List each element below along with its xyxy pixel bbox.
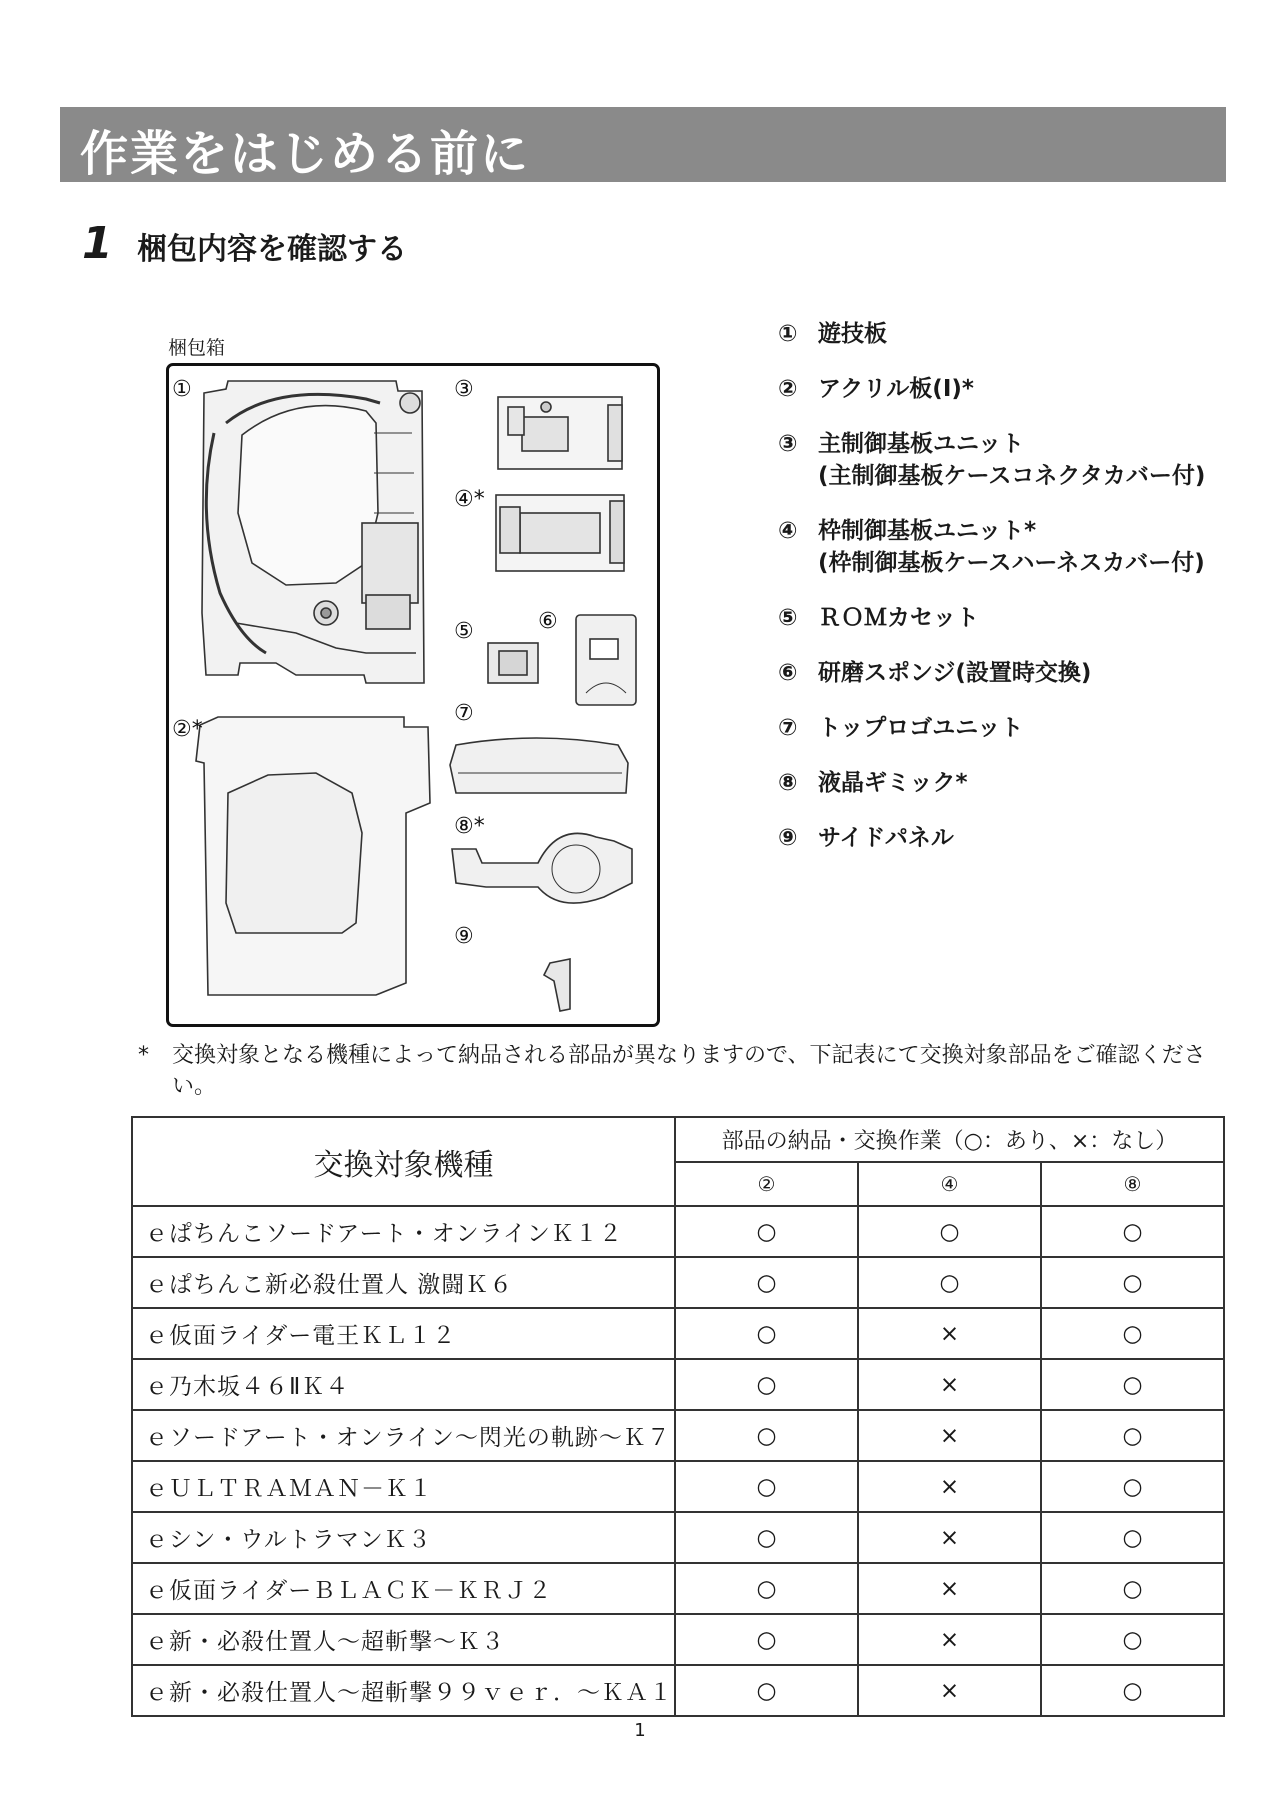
mark-part-8: ○ bbox=[1041, 1308, 1224, 1359]
mark-part-2: ○ bbox=[675, 1257, 858, 1308]
table-row bbox=[132, 1614, 1224, 1665]
playfield-board-drawing bbox=[202, 381, 424, 683]
part-number: ⑦ bbox=[778, 715, 798, 741]
mark-part-8: ○ bbox=[1041, 1614, 1224, 1665]
mark-part-8: ○ bbox=[1041, 1461, 1224, 1512]
package-box-label: 梱包箱 bbox=[168, 337, 226, 359]
mark-part-4: × bbox=[858, 1512, 1041, 1563]
mark-part-8: ○ bbox=[1041, 1665, 1224, 1716]
mark-part-8: ○ bbox=[1041, 1410, 1224, 1461]
table-row bbox=[132, 1206, 1224, 1257]
part-item bbox=[778, 602, 1205, 634]
table-row bbox=[132, 1410, 1224, 1461]
marker-1: ① bbox=[172, 377, 192, 402]
replacement-note bbox=[138, 1040, 1242, 1102]
mark-part-8: ○ bbox=[1041, 1257, 1224, 1308]
header-parts: 部品の納品・交換作業（○：あり、×：なし） bbox=[675, 1117, 1224, 1162]
mark-part-2: ○ bbox=[675, 1308, 858, 1359]
part-number: ① bbox=[778, 321, 798, 347]
note-text: 交換対象となる機種によって納品される部品が異なりますので、下記表にて交換対象部品をご確認ください。 bbox=[172, 1043, 1206, 1099]
replacement-model-table bbox=[131, 1116, 1225, 1717]
part-label: 遊技板 bbox=[818, 321, 887, 347]
table-row bbox=[132, 1512, 1224, 1563]
part-item bbox=[778, 657, 1205, 689]
model-name: ｅＵＬＴＲＡＭＡＮ－Ｋ１ bbox=[132, 1461, 675, 1512]
header-model: 交換対象機種 bbox=[132, 1117, 675, 1206]
table-row bbox=[132, 1461, 1224, 1512]
marker-3: ③ bbox=[454, 377, 474, 402]
section-banner bbox=[60, 107, 1226, 182]
table-row bbox=[132, 1563, 1224, 1614]
part-number: ⑧ bbox=[778, 770, 798, 796]
mark-part-2: ○ bbox=[675, 1614, 858, 1665]
part-item bbox=[778, 373, 1205, 405]
mark-part-4: × bbox=[858, 1665, 1041, 1716]
marker-5: ⑤ bbox=[454, 619, 474, 644]
part-number: ⑨ bbox=[778, 825, 798, 851]
mark-part-4: × bbox=[858, 1614, 1041, 1665]
column-part-2: ② bbox=[675, 1162, 858, 1206]
main-control-board-drawing bbox=[498, 397, 622, 469]
mark-part-8: ○ bbox=[1041, 1512, 1224, 1563]
marker-4: ④* bbox=[454, 487, 485, 512]
mark-part-2: ○ bbox=[675, 1410, 858, 1461]
model-name: ｅ仮面ライダーＢＬＡＣＫ－ＫＲＪ２ bbox=[132, 1563, 675, 1614]
part-item bbox=[778, 515, 1205, 579]
step-number: 1 bbox=[82, 218, 113, 269]
mark-part-2: ○ bbox=[675, 1512, 858, 1563]
mark-part-2: ○ bbox=[675, 1359, 858, 1410]
table-row bbox=[132, 1257, 1224, 1308]
column-part-4: ④ bbox=[858, 1162, 1041, 1206]
model-name: ｅ新・必殺仕置人～超斬撃～Ｋ３ bbox=[132, 1614, 675, 1665]
part-item bbox=[778, 712, 1205, 744]
acrylic-plate-drawing bbox=[196, 717, 430, 995]
part-item bbox=[778, 318, 1205, 350]
marker-7: ⑦ bbox=[454, 701, 474, 726]
mark-part-4: × bbox=[858, 1410, 1041, 1461]
model-name: ｅ新・必殺仕置人～超斬撃９９ｖｅｒ．～ＫＡ１ bbox=[132, 1665, 675, 1716]
part-label: アクリル板(I)* bbox=[818, 376, 974, 402]
part-sublabel: (主制御基板ケースコネクタカバー付) bbox=[818, 463, 1206, 489]
part-label: ＲＯＭカセット bbox=[818, 605, 979, 631]
mark-part-8: ○ bbox=[1041, 1359, 1224, 1410]
note-asterisk: * bbox=[138, 1043, 149, 1068]
section-title: 作業をはじめる前に bbox=[80, 126, 531, 182]
frame-control-board-drawing bbox=[496, 495, 624, 571]
rom-cassette-drawing bbox=[488, 643, 538, 683]
table-row bbox=[132, 1308, 1224, 1359]
mark-part-2: ○ bbox=[675, 1563, 858, 1614]
model-name: ｅ仮面ライダー電王ＫＬ１２ bbox=[132, 1308, 675, 1359]
mark-part-4: ○ bbox=[858, 1206, 1041, 1257]
step-title: 梱包内容を確認する bbox=[137, 232, 407, 267]
package-contents-illustration bbox=[166, 363, 656, 1023]
part-sublabel: (枠制御基板ケースハーネスカバー付) bbox=[818, 550, 1205, 576]
part-label: サイドパネル bbox=[818, 825, 954, 851]
model-name: ｅシン・ウルトラマンＫ３ bbox=[132, 1512, 675, 1563]
mark-part-4: × bbox=[858, 1563, 1041, 1614]
side-panel-drawing bbox=[544, 959, 570, 1011]
mark-part-4: ○ bbox=[858, 1257, 1041, 1308]
top-logo-unit-drawing bbox=[450, 738, 628, 793]
model-name: ｅぱちんこ新必殺仕置人 激闘Ｋ６ bbox=[132, 1257, 675, 1308]
part-item bbox=[778, 822, 1205, 854]
table-row bbox=[132, 1665, 1224, 1716]
lcd-gimmick-drawing bbox=[452, 833, 632, 903]
model-name: ｅソードアート・オンライン～閃光の軌跡～Ｋ７ bbox=[132, 1410, 675, 1461]
mark-part-8: ○ bbox=[1041, 1563, 1224, 1614]
column-part-8: ⑧ bbox=[1041, 1162, 1224, 1206]
mark-part-2: ○ bbox=[675, 1206, 858, 1257]
marker-8: ⑧* bbox=[454, 814, 485, 839]
marker-2: ②* bbox=[172, 717, 203, 742]
mark-part-4: × bbox=[858, 1308, 1041, 1359]
part-label: トップロゴユニット bbox=[818, 715, 1024, 741]
mark-part-2: ○ bbox=[675, 1665, 858, 1716]
mark-part-4: × bbox=[858, 1359, 1041, 1410]
parts-list bbox=[778, 318, 1205, 854]
table-row bbox=[132, 1359, 1224, 1410]
page-number: 1 bbox=[634, 1720, 646, 1741]
mark-part-2: ○ bbox=[675, 1461, 858, 1512]
polishing-sponge-drawing bbox=[576, 615, 636, 705]
part-label: 研磨スポンジ(設置時交換) bbox=[818, 660, 1092, 686]
mark-part-8: ○ bbox=[1041, 1206, 1224, 1257]
part-item bbox=[778, 428, 1205, 492]
part-label: 枠制御基板ユニット* bbox=[818, 518, 1037, 544]
mark-part-4: × bbox=[858, 1461, 1041, 1512]
part-number: ⑤ bbox=[778, 605, 798, 631]
part-number: ④ bbox=[778, 518, 798, 544]
part-number: ② bbox=[778, 376, 798, 402]
part-number: ⑥ bbox=[778, 660, 798, 686]
part-label: 液晶ギミック* bbox=[818, 770, 968, 796]
marker-6: ⑥ bbox=[538, 609, 558, 634]
model-name: ｅぱちんこソードアート・オンラインＫ１２ bbox=[132, 1206, 675, 1257]
part-label: 主制御基板ユニット bbox=[818, 431, 1025, 457]
part-number: ③ bbox=[778, 431, 798, 457]
marker-9: ⑨ bbox=[454, 924, 474, 949]
part-item bbox=[778, 767, 1205, 799]
model-name: ｅ乃木坂４６ⅡＫ４ bbox=[132, 1359, 675, 1410]
